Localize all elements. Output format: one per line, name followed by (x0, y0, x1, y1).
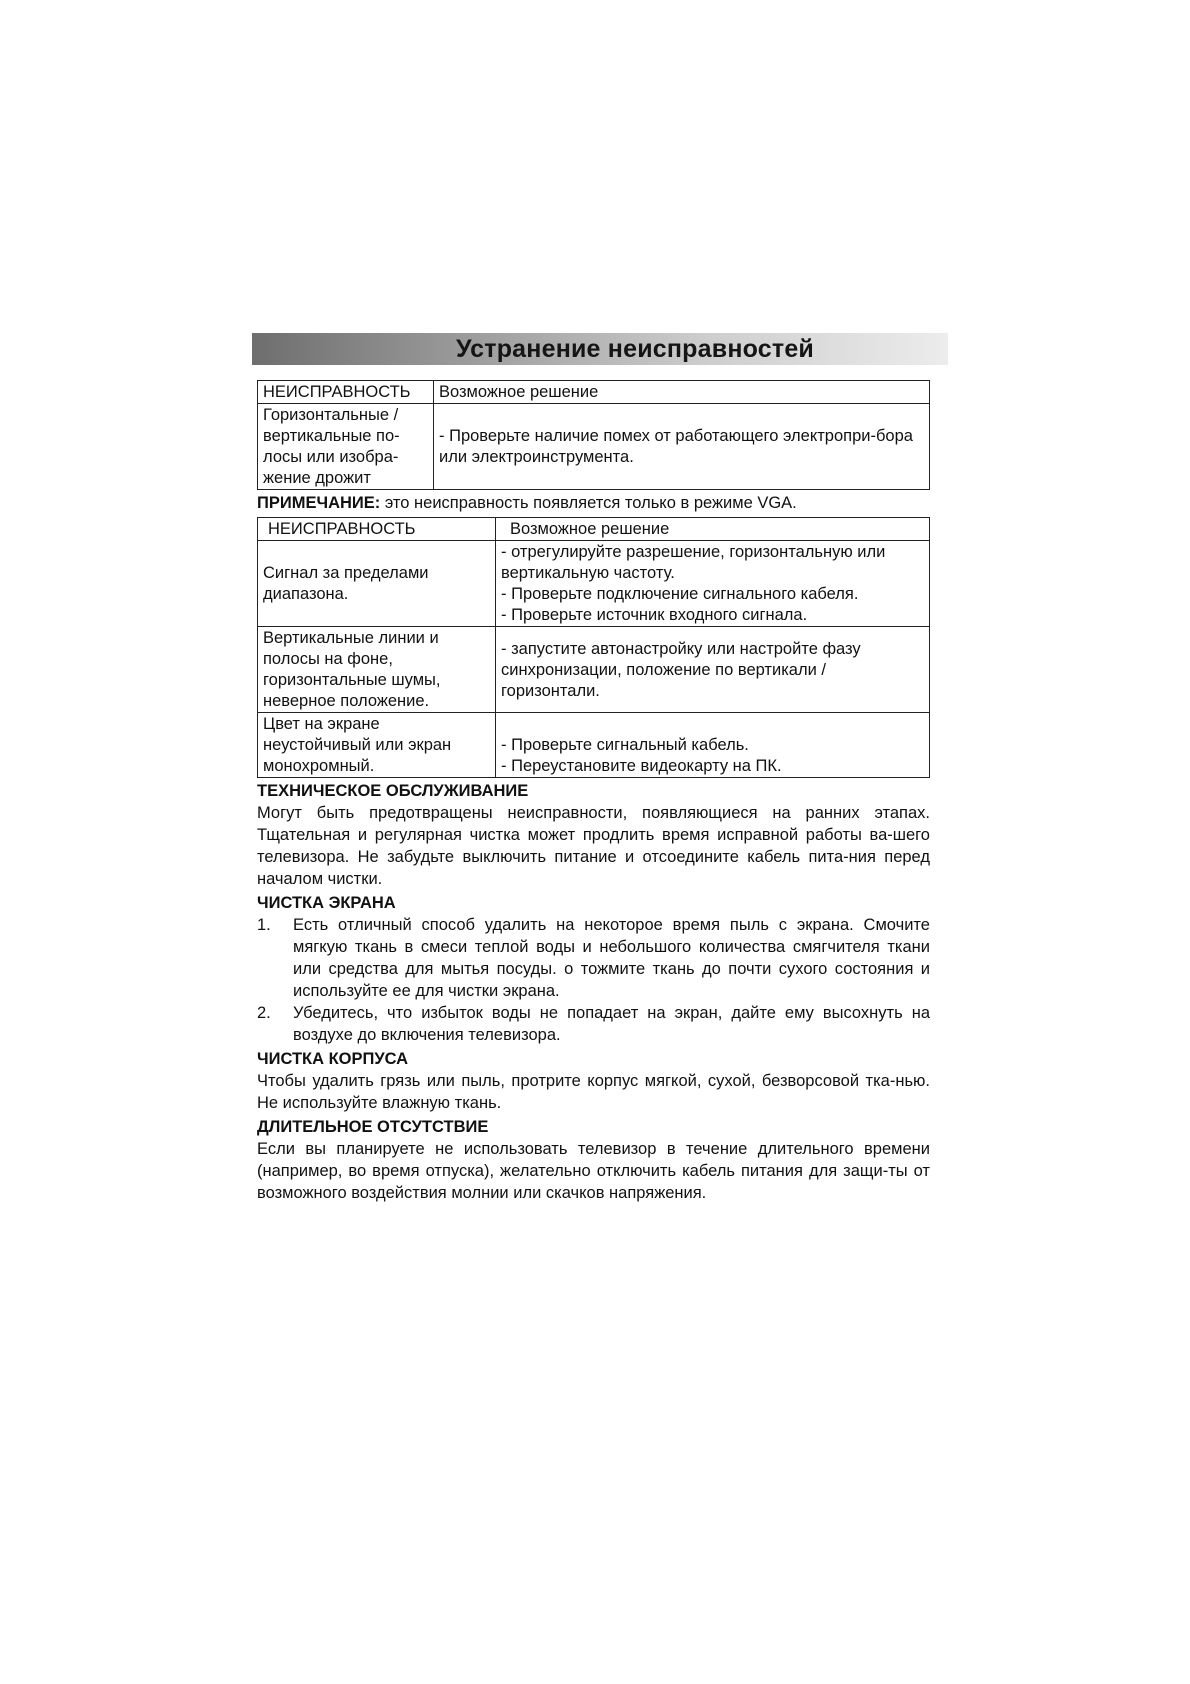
problem-cell: Цвет на экране неустойчивый или экран монохромный. (258, 713, 496, 778)
problem-cell: Сигнал за пределами диапазона. (258, 541, 496, 627)
case-cleaning-text: Чтобы удалить грязь или пыль, протрите корпус мягкой, сухой, безворсовой тка-нью. Не используйте влажную ткань. (257, 1072, 930, 1112)
list-item-text: Есть отличный способ удалить на некоторое время пыль с экрана. Смочите мягкую ткань в смеси теплой воды и небольшого количества смягчителя ткани или средства для мытья посуды. о тожмите ткань до почти сухого состояния и используйте ее для чистки экрана. (293, 916, 930, 1000)
list-item-number: 1. (257, 916, 271, 934)
problem-cell: Вертикальные линии и полосы на фоне, горизонтальные шумы, неверное положение. (258, 627, 496, 713)
section-heading-long-absence: ДЛИТЕЛЬНОЕ ОТСУТСТВИЕ (257, 1118, 489, 1136)
note-text: это неисправность появляется только в режиме VGA. (380, 494, 797, 512)
solution-line: - Проверьте наличие помех от работающего электропри-бора или электроинструмента. (439, 427, 913, 466)
column-header-problem: НЕИСПРАВНОСТЬ (258, 518, 496, 541)
list-item-text: Убедитесь, что избыток воды не попадает на экран, дайте ему высохнуть на воздухе до включения телевизора. (293, 1004, 930, 1044)
table-row (258, 541, 930, 627)
table-row (258, 713, 930, 778)
solution-cell (496, 713, 930, 778)
list-item (257, 1002, 930, 1046)
table-header-row (258, 518, 930, 541)
long-absence-text: Если вы планируете не использовать телевизор в течение длительного времени (например, во время отпуска), желательно отключить кабель питания для защи-ты от возможного воздействия молнии или скачков напряжения. (257, 1140, 930, 1202)
page-title: Устранение неисправностей (455, 334, 814, 363)
troubleshooting-table-1 (257, 380, 930, 490)
maintenance-text: Могут быть предотвращены неисправности, появляющиеся на ранних этапах. Тщательная и регулярная чистка может продлить время исправной работы ва-шего телевизора. Не забудьте выключить питание и отсоедините кабель пита-ния перед началом чистки. (257, 804, 930, 888)
section-heading-case-cleaning: ЧИСТКА КОРПУСА (257, 1050, 409, 1068)
column-header-solution: Возможное решение (496, 518, 930, 541)
solution-line: - отрегулируйте разрешение, горизонтальную или вертикальную частоту. (501, 543, 886, 582)
solution-cell (496, 627, 930, 713)
table-row (258, 404, 930, 490)
solution-line: - Проверьте сигнальный кабель. (501, 736, 749, 754)
section-heading-screen-cleaning: ЧИСТКА ЭКРАНА (257, 894, 396, 912)
page-content (252, 333, 948, 1204)
problem-cell: Горизонтальные / вертикальные по- лосы или изобра- жение дрожит (258, 404, 434, 490)
table-row (258, 627, 930, 713)
solution-line: - запустите автонастройку или настройте фазу синхронизации, положение по вертикали / горизонтали. (501, 639, 861, 700)
note-label: ПРИМЕЧАНИЕ: (257, 494, 381, 512)
table-header-row (258, 381, 930, 404)
note (257, 492, 948, 514)
solution-cell (434, 404, 930, 490)
troubleshooting-table-2 (257, 517, 930, 778)
column-header-solution: Возможное решение (434, 381, 930, 404)
solution-line: - Переустановите видеокарту на ПК. (501, 757, 782, 775)
list-item-number: 2. (257, 1004, 271, 1022)
title-banner (252, 333, 948, 365)
solution-cell (496, 541, 930, 627)
column-header-problem: НЕИСПРАВНОСТЬ (258, 381, 434, 404)
section-heading-maintenance: ТЕХНИЧЕСКОЕ ОБСЛУЖИВАНИЕ (257, 782, 529, 800)
solution-line: - Проверьте источник входного сигнала. (501, 606, 808, 624)
solution-line: - Проверьте подключение сигнального кабеля. (501, 585, 859, 603)
list-item (257, 914, 930, 1002)
screen-cleaning-list (257, 914, 930, 1046)
